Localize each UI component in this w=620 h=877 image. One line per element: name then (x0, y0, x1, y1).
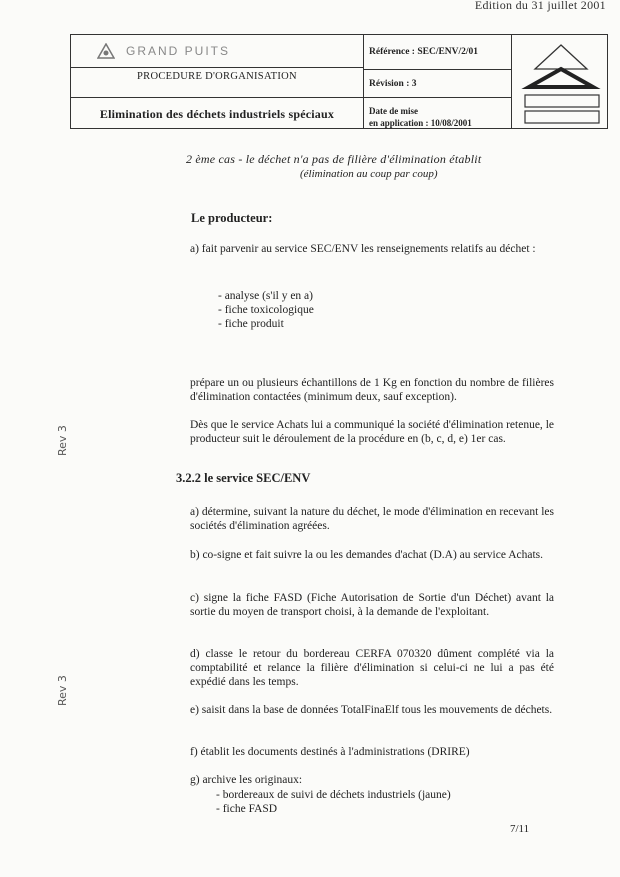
section-item-f: f) établit les documents destinés à l'administrations (DRIRE) (190, 746, 470, 758)
procedure-label: PROCEDURE D'ORGANISATION (137, 71, 297, 82)
section-item-d: d) classe le retour du bordereau CERFA 070320 dûment complété via la comptabilité et relance la filière d'élimination si celui-ci ne lui a pas été expédié dans les temps. (190, 648, 554, 688)
document-title: Elimination des déchets industriels spéciaux (99, 107, 335, 121)
date-label: Date de mise (369, 106, 418, 116)
divider-h3 (363, 69, 511, 70)
margin-annotation-bottom: Rev 3 (56, 675, 69, 706)
section-item-e: e) saisit dans la base de données TotalFinaElf tous les mouvements de déchets. (190, 704, 553, 716)
archive-list (216, 788, 451, 816)
section-heading: 3.2.2 le service SEC/ENV (176, 471, 311, 485)
edition-date: Edition du 31 juillet 2001 (474, 0, 606, 12)
page-number: 7/11 (510, 823, 530, 835)
list-item: - analyse (s'il y en a) (218, 290, 313, 302)
company-logo-icon (97, 43, 115, 59)
divider-h1 (71, 67, 363, 68)
list-item: - fiche toxicologique (218, 304, 314, 316)
case-title: 2 ème cas - le déchet n'a pas de filière d'élimination établit (186, 152, 482, 166)
section-item-b: b) co-signe et fait suivre la ou les demandes d'achat (D.A) au service Achats. (190, 549, 544, 561)
producer-heading: Le producteur: (191, 211, 273, 225)
section-item-g: g) archive les originaux: (190, 774, 303, 786)
list-item: - fiche FASD (216, 803, 278, 815)
section-item-c: c) signe la fiche FASD (Fiche Autorisation de Sortie d'un Déchet) avant la sortie du moyen de transport choisi, à la demande de l'exploitant. (190, 592, 554, 618)
divider-h4 (363, 97, 511, 98)
producer-sample-text: prépare un ou plusieurs échantillons de 1 Kg en fonction du nombre de filières d'élimination contactées (minimum deux, sauf exception). (190, 377, 554, 403)
document-header (70, 34, 608, 129)
pyramid-logo-icon (517, 39, 605, 125)
case-subtitle: (élimination au coup par coup) (300, 168, 438, 180)
section-item-a: a) détermine, suivant la nature du déchet, le mode d'élimination en recevant les sociétés d'élimination agréées. (190, 506, 554, 532)
divider-h2 (71, 97, 363, 98)
company-logo-area (71, 35, 363, 67)
list-item: - fiche produit (218, 318, 284, 330)
reference-label: Référence : SEC/ENV/2/01 (369, 47, 479, 57)
revision-label: Révision : 3 (369, 79, 417, 89)
producer-purchase-text: Dès que le service Achats lui a communiqué la société d'élimination retenue, le producteur suit le déroulement de la procédure en (b, c, d, e) 1er cas. (190, 419, 554, 445)
company-logo-text: GRAND PUITS (126, 44, 231, 58)
list-item: - bordereaux de suivi de déchets industriels (jaune) (216, 789, 451, 801)
producer-item-a: a) fait parvenir au service SEC/ENV les renseignements relatifs au déchet : (190, 243, 536, 255)
date-value: en application : 10/08/2001 (369, 118, 472, 128)
producer-documents-list (218, 289, 314, 331)
divider-vertical-left (363, 35, 364, 128)
margin-annotation-top: Rev 3 (56, 425, 69, 456)
divider-vertical-right (511, 35, 512, 128)
